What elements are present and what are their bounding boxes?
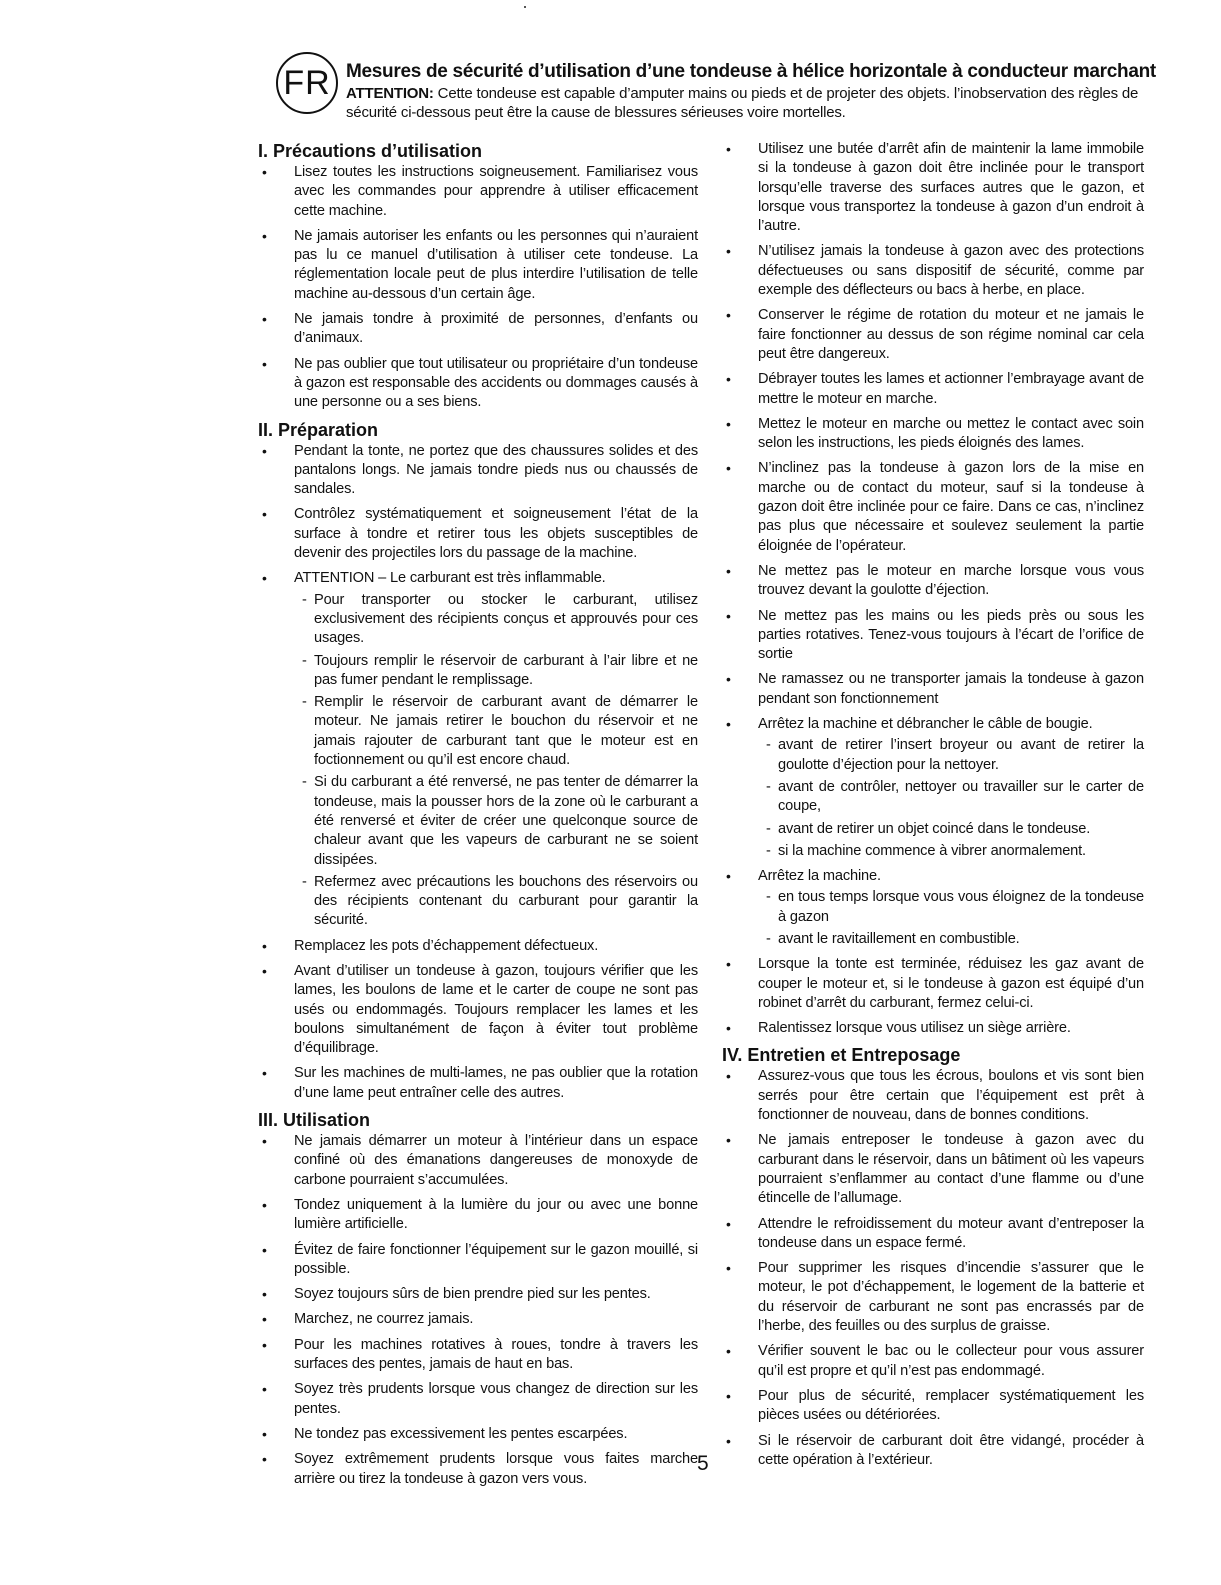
list-item: • Soyez extrêmement prudents lorsque vous faites marche arrière ou tirez la tondeuse à gazon vers vous.: [258, 1450, 698, 1489]
stop-sublist: [758, 736, 1144, 861]
language-code: FR: [283, 63, 331, 102]
list-item: • Soyez toujours sûrs de bien prendre pied sur les pentes.: [258, 1285, 698, 1304]
left-column: [258, 140, 698, 1495]
list-item-fuel-warning: [258, 569, 698, 930]
list-item: • Ne mettez pas le moteur en marche lorsque vous vous trouvez devant la goulotte d’éjection.: [722, 562, 1144, 601]
list-item: • Ne jamais démarrer un moteur à l’intérieur dans un espace confiné où des émanations dangereuses de monoxyde de carbone pourraient s’accumulées.: [258, 1132, 698, 1190]
list-item: • Mettez le moteur en marche ou mettez le contact avec soin selon les instructions, les pieds éloignés des lames.: [722, 415, 1144, 454]
entretien-list: [722, 1067, 1144, 1470]
sub-item: - avant de retirer l’insert broyeur ou avant de retirer la goulotte d’éjection pour la nettoyer.: [758, 736, 1144, 775]
list-item: • Ne pas oublier que tout utilisateur ou propriétaire d’un tondeuse à gazon est responsable des accidents ou dommages causés à une personne ou a ses biens.: [258, 355, 698, 413]
list-item: • Débrayer toutes les lames et actionner l’embrayage avant de mettre le moteur en marche.: [722, 370, 1144, 409]
list-item: • Attendre le refroidissement du moteur avant d’entreposer la tondeuse dans un espace fermé.: [722, 1215, 1144, 1254]
stop2-sublist: [758, 888, 1144, 949]
list-item: • Pour les machines rotatives à roues, tondre à travers les surfaces des pentes, jamais de haut en bas.: [258, 1336, 698, 1375]
stop-machine-text: Arrêtez la machine et débrancher le câble de bougie.: [758, 716, 1093, 733]
list-item: • Sur les machines de multi-lames, ne pas oublier que la rotation d’une lame peut entraîner celle des autres.: [258, 1064, 698, 1103]
sub-item: - si la machine commence à vibrer anormalement.: [758, 842, 1144, 861]
list-item-stop-machine: [722, 715, 1144, 861]
sub-item: - Remplir le réservoir de carburant avant de démarrer le moteur. Ne jamais retirer le bouchon du réservoir et ne jamais rajouter de carburant tant que le moteur est en foctionnement ou qu’il est encore chaud.: [294, 693, 698, 770]
utilisation-list: [258, 1132, 698, 1489]
sub-item: - Toujours remplir le réservoir de carburant à l’air libre et ne pas fumer pendant le remplissage.: [294, 652, 698, 691]
list-item: • Ne jamais entreposer le tondeuse à gazon avec du carburant dans le réservoir, dans un bâtiment où les vapeurs pourraient s’enflammer au contact d’une flamme ou d’une étincelle de l’allumage.: [722, 1131, 1144, 1208]
section-title-precautions: I. Précautions d’utilisation: [258, 141, 483, 161]
list-item: • Remplacez les pots d’échappement défectueux.: [258, 937, 698, 956]
list-item: • Lorsque la tonte est terminée, réduisez les gaz avant de couper le moteur et, si le tondeuse à gazon est équipé d’un robinet d’arrêt du carburant, fermez celui-ci.: [722, 955, 1144, 1013]
warning-text: Cette tondeuse est capable d’amputer mains ou pieds et de projeter des objets. l’inobservation des règles de sécurité ci-dessous peut être la cause de blessures sérieuses voire mortelles.: [346, 85, 1139, 121]
section-title-utilisation: III. Utilisation: [258, 1110, 371, 1131]
list-item: • Pour plus de sécurité, remplacer systématiquement les pièces usées ou détériorées.: [722, 1387, 1144, 1426]
language-badge: [276, 52, 338, 114]
list-item: • Assurez-vous que tous les écrous, boulons et vis sont bien serrés pour être certain que l’équipement est prêt à fonctionner de nouveau, dans de bonnes conditions.: [722, 1067, 1144, 1125]
list-item: • Ne tondez pas excessivement les pentes escarpées.: [258, 1425, 698, 1444]
sub-item: - avant de retirer un objet coincé dans le tondeuse.: [758, 820, 1144, 839]
list-item: • Pendant la tonte, ne portez que des chaussures solides et des pantalons longs. Ne jamais tondre pieds nus ou chaussés de sandales.: [258, 442, 698, 500]
precautions-list: [258, 163, 698, 413]
list-item: • Contrôlez systématiquement et soigneusement l’état de la surface à tondre et retirer tous les objets susceptibles de devenir des projectiles lors du passage de la machine.: [258, 505, 698, 563]
sub-item: - avant le ravitaillement en combustible.: [758, 930, 1144, 949]
page-number: 5: [697, 1452, 709, 1475]
list-item: • Évitez de faire fonctionner l’équipement sur le gazon mouillé, si possible.: [258, 1241, 698, 1280]
list-item: • Utilisez une butée d’arrêt afin de maintenir la lame immobile si la tondeuse à gazon doit être inclinée pour le transport lorsqu’elle traverse des surfaces autres que le gazon, et lorsque vous transportez la tondeuse à gazon d’un endroit à l’autre.: [722, 140, 1144, 236]
safety-header: [346, 60, 1156, 122]
scan-dot: [524, 6, 526, 8]
right-column: [722, 140, 1144, 1476]
fuel-warning-text: ATTENTION – Le carburant est très inflammable.: [294, 570, 606, 587]
list-item: • Pour supprimer les risques d’incendie s’assurer que le moteur, le pot d’échappement, le logement de la batterie et du réservoir de carburant ne sont pas encrassés par de l’herbe, des feuilles ou des surplus de graisse.: [722, 1259, 1144, 1336]
list-item: • Ne mettez pas les mains ou les pieds près ou sous les parties rotatives. Tenez-vous toujours à l’écart de l’orifice de sortie: [722, 607, 1144, 665]
list-item: • Avant d’utiliser un tondeuse à gazon, toujours vérifier que les lames, les boulons de lame et le carter de coupe ne sont pas usés ou endommagés. Toujours remplacer les lames et les boulons simultanément de façon à éviter tout problème d’équilibrage.: [258, 962, 698, 1058]
sub-item: - Pour transporter ou stocker le carburant, utilisez exclusivement des récipients conçus et approuvés pour ces usages.: [294, 591, 698, 649]
list-item: • N’inclinez pas la tondeuse à gazon lors de la mise en marche ou de contact du moteur, sauf si la tondeuse à gazon doit être inclinée pour ce faire. Dans ce cas, n’inclinez pas plus que nécessaire et soulevez seulement la partie éloignée de l’opérateur.: [722, 459, 1144, 555]
warning-paragraph: [346, 84, 1146, 122]
list-item: • Conserver le régime de rotation du moteur et ne jamais le faire fonctionner au dessus de son régime nominal car cela peut être dangereux.: [722, 306, 1144, 364]
sub-item: - en tous temps lorsque vous vous éloignez de la tondeuse à gazon: [758, 888, 1144, 927]
stop-machine-2-text: Arrêtez la machine.: [758, 868, 881, 885]
sub-item: - Refermez avec précautions les bouchons des réservoirs ou des récipients contenant du carburant pour garantir la sécurité.: [294, 873, 698, 931]
section-title-preparation: II. Préparation: [258, 419, 379, 440]
list-item: • N’utilisez jamais la tondeuse à gazon avec des protections défectueuses ou sans dispositif de sécurité, comme par exemple des déflecteurs ou bacs à herbe, en place.: [722, 242, 1144, 300]
list-item: • Soyez très prudents lorsque vous changez de direction sur les pentes.: [258, 1380, 698, 1419]
list-item: • Ne ramassez ou ne transporter jamais la tondeuse à gazon pendant son fonctionnement: [722, 670, 1144, 709]
page-title: Mesures de sécurité d’utilisation d’une tondeuse à hélice horizontale à conducteur marchant: [346, 61, 1156, 82]
warning-lead: ATTENTION:: [346, 85, 434, 102]
sub-item: - avant de contrôler, nettoyer ou travailler sur le carter de coupe,: [758, 778, 1144, 817]
list-item: • Lisez toutes les instructions soigneusement. Familiarisez vous avec les commandes pour apprendre à utiliser efficacement cette machine.: [258, 163, 698, 221]
list-item: • Vérifier souvent le bac ou le collecteur pour vous assurer qu’il est propre et qu’il n’est pas endommagé.: [722, 1342, 1144, 1381]
preparation-list: [258, 442, 698, 1104]
list-item: • Marchez, ne courrez jamais.: [258, 1310, 698, 1329]
list-item: • Si le réservoir de carburant doit être vidangé, procéder à cette opération à l’extérieur.: [722, 1432, 1144, 1471]
fuel-sublist: [294, 591, 698, 931]
list-item-stop-machine-2: [722, 867, 1144, 949]
list-item: • Ralentissez lorsque vous utilisez un siège arrière.: [722, 1019, 1144, 1038]
list-item: • Tondez uniquement à la lumière du jour ou avec une bonne lumière artificielle.: [258, 1196, 698, 1235]
utilisation-list-continued: [722, 140, 1144, 1038]
sub-item: - Si du carburant a été renversé, ne pas tenter de démarrer la tondeuse, mais la pousser hors de la zone où le carburant a été renversé et éviter de créer une quelconque source de chaleur avant que les vapeurs de carburant ne se soient dissipées.: [294, 773, 698, 869]
list-item: • Ne jamais tondre à proximité de personnes, d’enfants ou d’animaux.: [258, 310, 698, 349]
list-item: • Ne jamais autoriser les enfants ou les personnes qui n’auraient pas lu ce manuel d’utilisation à utiliser cete tondeuse. La réglementation locale peut de plus interdire l’utilisation de telle machine au-dessous d’un certain âge.: [258, 227, 698, 304]
section-title-entretien: IV. Entretien et Entreposage: [722, 1045, 961, 1066]
